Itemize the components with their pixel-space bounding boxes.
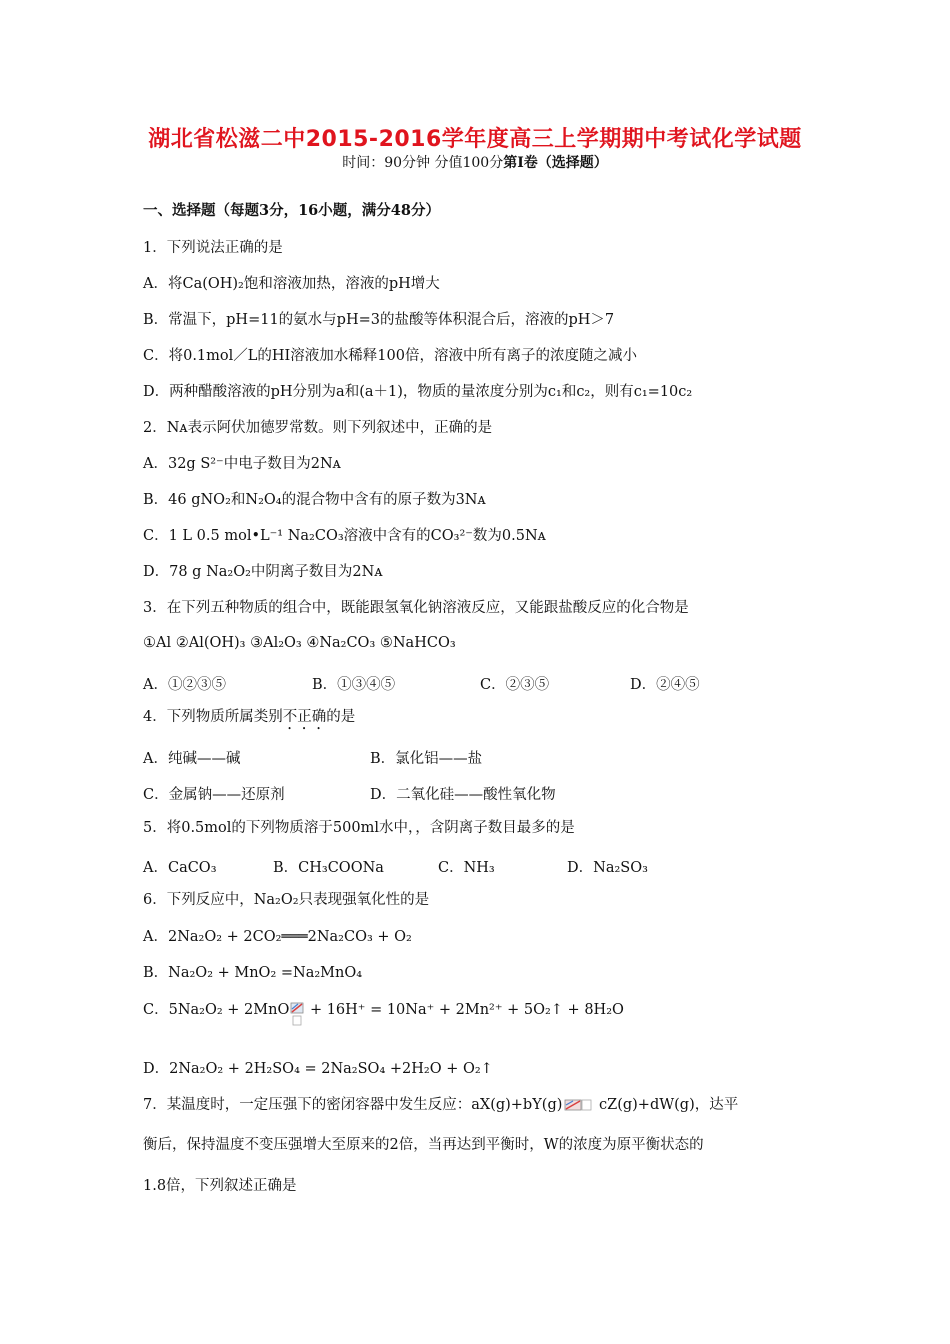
q1-option-c: C．将0.1mol／L的HI溶液加水稀释100倍，溶液中所有离子的浓度随之减小 — [143, 348, 637, 364]
q1-option-d: D．两种醋酸溶液的pH分别为a和(a＋1)，物质的量浓度分别为c₁和c₂，则有c₁=10c₂ — [143, 384, 693, 400]
q7-stem-post: cZ(g)+dW(g)，达平 — [594, 1097, 739, 1113]
q2-option-b: B．46 gNO₂和N₂O₄的混合物中含有的原子数为3Nᴀ — [143, 492, 486, 508]
q5-stem: 5．将0.5mol的下列物质溶于500ml水中，，含阴离子数目最多的是 — [143, 820, 575, 836]
q2-option-a: A．32g S²⁻中电子数目为2Nᴀ — [143, 456, 341, 472]
q1-option-b: B．常温下，pH=11的氨水与pH=3的盐酸等体积混合后，溶液的pH＞7 — [143, 312, 615, 328]
q6-option-b: B．Na₂O₂ + MnO₂ =Na₂MnO₄ — [143, 965, 363, 981]
q3-option-c: C．②③⑤ — [480, 677, 550, 693]
q2-option-d: D．78 g Na₂O₂中阴离子数目为2Nᴀ — [143, 564, 383, 580]
page-title: 湖北省松滋二中2015-2016学年度高三上学期期中考试化学试题 — [148, 127, 802, 152]
q6-stem: 6．下列反应中，Na₂O₂只表现强氧化性的是 — [143, 892, 430, 908]
broken-image-icon — [290, 1000, 304, 1028]
q1-stem: 1．下列说法正确的是 — [143, 240, 283, 256]
q5-option-a: A．CaCO₃ — [143, 860, 217, 876]
q7-line3: 1.8倍，下列叙述正确是 — [143, 1178, 297, 1194]
q2-stem: 2．Nᴀ表示阿伏加德罗常数。则下列叙述中，正确的是 — [143, 420, 493, 436]
q2-option-c: C．1 L 0.5 mol•L⁻¹ Na₂CO₃溶液中含有的CO₃²⁻数为0.5Nᴀ — [143, 528, 546, 544]
q4-stem-post: 的是 — [326, 709, 356, 725]
q7-line2: 衡后，保持温度不变压强增大至原来的2倍，当再达到平衡时，W的浓度为原平衡状态的 — [143, 1137, 704, 1153]
q6-option-a: A．2Na₂O₂ + 2CO₂═══2Na₂CO₃ + O₂ — [143, 929, 412, 945]
subtitle-volume: 第Ⅰ卷（选择题） — [503, 155, 608, 171]
q4-option-a: A．纯碱——碱 — [143, 751, 241, 767]
q6-option-d: D．2Na₂O₂ + 2H₂SO₄ = 2Na₂SO₄ +2H₂O + O₂↑ — [143, 1061, 493, 1077]
q6-option-c — [143, 1000, 624, 1028]
q4-stem — [143, 707, 355, 733]
q5-option-c: C．NH₃ — [438, 860, 495, 876]
q6-c-post: + 16H⁺ = 10Na⁺ + 2Mn²⁺ + 5O₂↑ + 8H₂O — [305, 1002, 624, 1018]
q6-c-pre: C．5Na₂O₂ + 2MnO — [143, 1002, 290, 1018]
q5-option-b: B．CH₃COONa — [273, 860, 384, 876]
q4-option-b: B．氯化铝——盐 — [370, 751, 483, 767]
q7-stem-pre: 7．某温度时，一定压强下的密闭容器中发生反应：aX(g)+bY(g) — [143, 1097, 563, 1113]
q4-option-d: D．二氧化硅——酸性氧化物 — [370, 787, 556, 803]
q4-stem-pre: 4．下列物质所属类别 — [143, 709, 283, 725]
q4-stem-emphasis: 不正确 — [282, 709, 327, 725]
broken-image-icon — [564, 1099, 592, 1111]
q3-option-a: A．①②③⑤ — [143, 677, 226, 693]
q4-option-c: C．金属钠——还原剂 — [143, 787, 285, 803]
q7-stem — [143, 1095, 738, 1115]
q3-option-d: D．②④⑤ — [630, 677, 700, 693]
q1-option-a: A．将Ca(OH)₂饱和溶液加热，溶液的pH增大 — [143, 276, 440, 292]
section-heading: 一、选择题（每题3分，16小题，满分48分） — [143, 202, 440, 219]
q3-stem: 3．在下列五种物质的组合中，既能跟氢氧化钠溶液反应，又能跟盐酸反应的化合物是 — [143, 600, 689, 616]
subtitle-info: 时间：90分钟 分值100分 — [342, 155, 504, 171]
page-subtitle — [0, 152, 950, 172]
q5-option-d: D．Na₂SO₃ — [567, 860, 648, 876]
q3-option-b: B．①③④⑤ — [312, 677, 396, 693]
q3-items: ①Al ②Al(OH)₃ ③Al₂O₃ ④Na₂CO₃ ⑤NaHCO₃ — [143, 635, 456, 651]
